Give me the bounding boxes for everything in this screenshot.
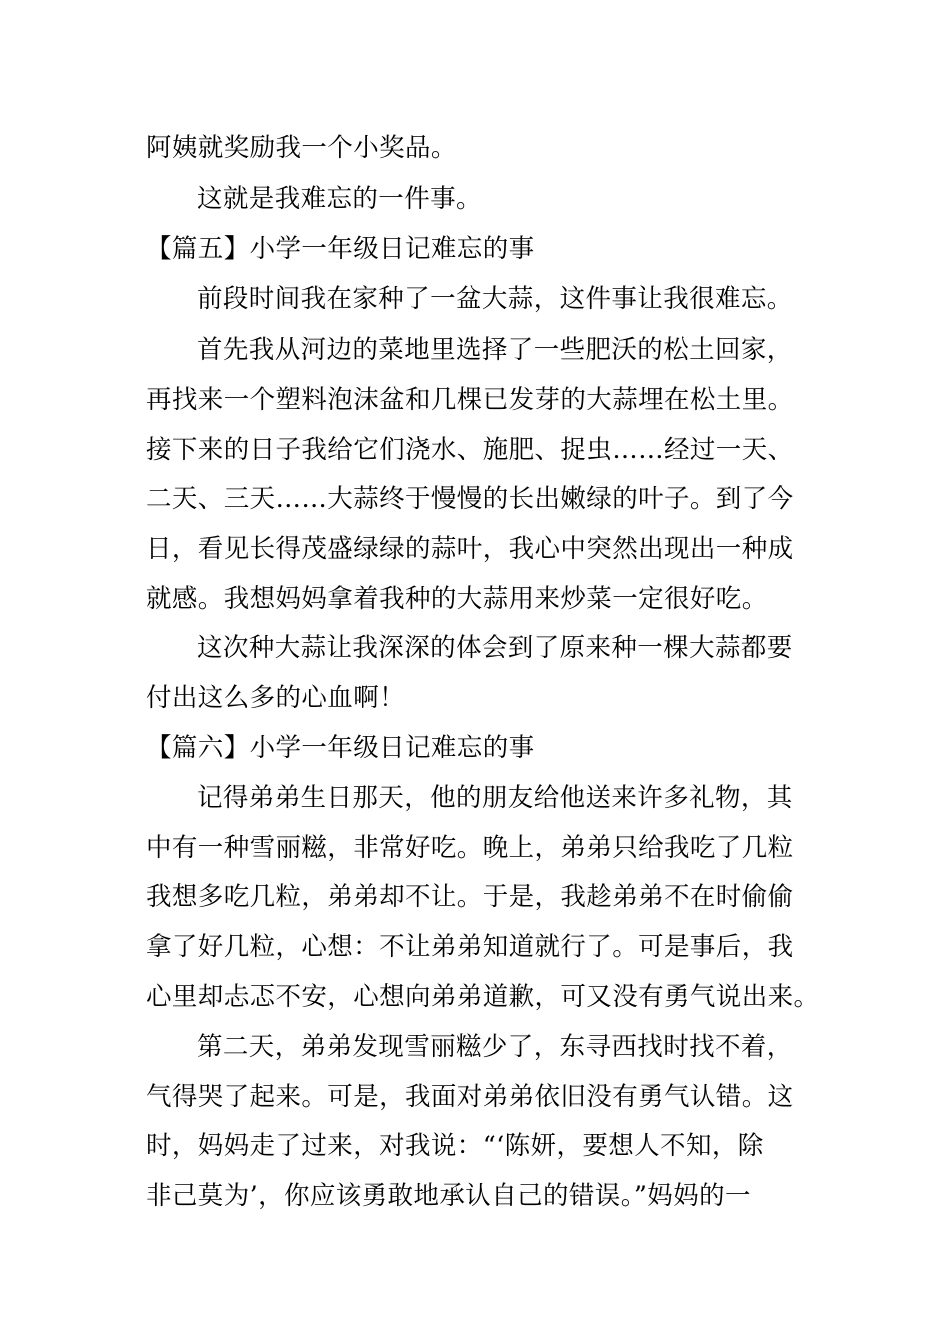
text-line: 非己莫为’，你应该勇敢地承认自己的错误。”妈妈的一 [146,1181,751,1211]
text-line: 时，妈妈走了过来，对我说：“‘陈妍，要想人不知，除 [146,1131,764,1161]
text-line: 记得弟弟生日那天，他的朋友给他送来许多礼物，其 [197,783,793,813]
text-line: 付出这么多的心血啊！ [146,683,406,713]
text-line: 气得哭了起来。可是，我面对弟弟依旧没有勇气认错。这 [146,1082,794,1112]
text-line: 就感。我想妈妈拿着我种的大蒜用来炒菜一定很好吃。 [146,584,768,614]
text-line: 拿了好几粒，心想：不让弟弟知道就行了。可是事后，我 [146,932,794,962]
text-line: 我想多吃几粒，弟弟却不让。于是，我趁弟弟不在时偷偷 [146,882,794,912]
text-line: 再找来一个塑料泡沫盆和几棵已发芽的大蒜埋在松土里。 [146,385,794,415]
text-line: 第二天，弟弟发现雪丽糍少了，东寻西找时找不着， [197,1032,793,1062]
text-line: 中有一种雪丽糍，非常好吃。晚上，弟弟只给我吃了几粒 [146,833,794,863]
text-line: 阿姨就奖励我一个小奖品。 [146,133,457,163]
section-heading: 【篇六】小学一年级日记难忘的事 [146,733,535,763]
text-line: 二天、三天……大蒜终于慢慢的长出嫩绿的叶子。到了今 [146,484,794,514]
text-line: 日，看见长得茂盛绿绿的蒜叶，我心中突然出现出一种成 [146,534,794,564]
text-line: 心里却忐忑不安，心想向弟弟道歉，可又没有勇气说出来。 [146,982,820,1012]
text-line: 接下来的日子我给它们浇水、施肥、捉虫……经过一天、 [146,435,794,465]
text-line: 这次种大蒜让我深深的体会到了原来种一棵大蒜都要 [197,633,793,663]
text-line: 首先我从河边的菜地里选择了一些肥沃的松土回家， [197,335,793,365]
section-heading: 【篇五】小学一年级日记难忘的事 [146,234,535,264]
text-line: 前段时间我在家种了一盆大蒜，这件事让我很难忘。 [197,284,793,314]
text-line: 这就是我难忘的一件事。 [197,184,482,214]
